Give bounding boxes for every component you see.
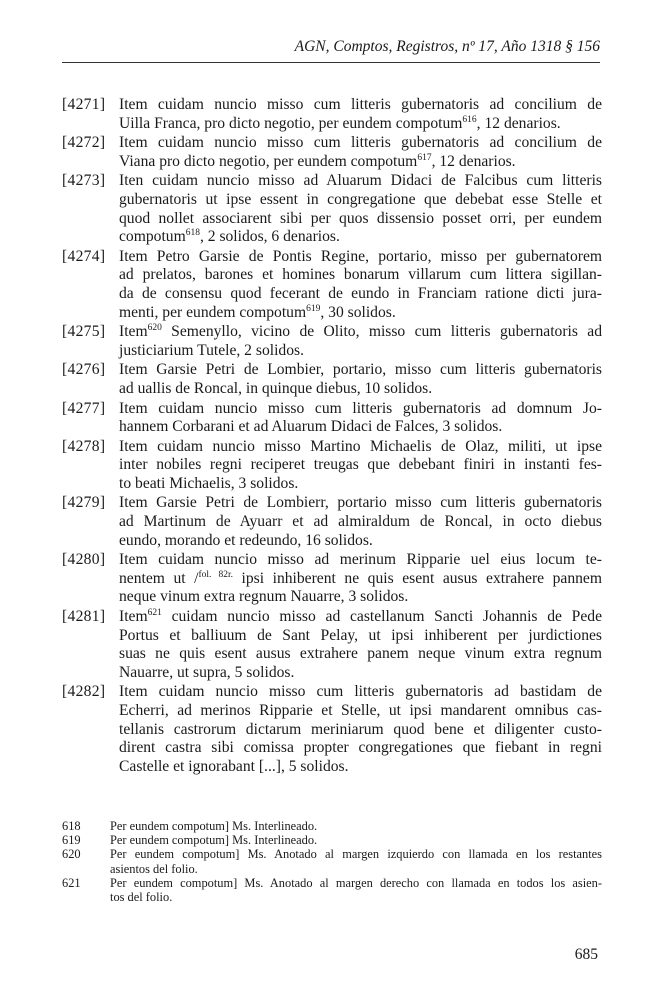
page-number: 685 [574,946,598,963]
text-segment: , 30 solidos. [320,303,396,321]
footnote-text [110,819,602,833]
entry-line [119,380,602,399]
entry-line [119,532,602,551]
entry-line [119,475,602,494]
footnote-618 [62,819,602,833]
footnote-number: 621 [62,875,81,890]
entry-line [119,285,602,304]
text-segment: dirent castra sibi comissa propter congregationes que fiebant in regni [119,739,602,757]
entry-text [119,494,602,550]
footnote-620 [62,847,602,875]
entry-line [119,438,602,457]
entry-text [119,551,602,607]
text-segment: Item [119,608,148,626]
footnote-ref: fol. 82r. [198,569,233,580]
entry-line [119,758,602,777]
text-segment: Item Garsie Petri de Lombierr, portario misso cum litteris gubernatoris [119,494,602,512]
footnote-line: Per eundem compotum] Ms. Anotado al margen izquierdo con llamada en los restantes [110,847,602,862]
entry-line [119,418,602,437]
text-segment: Viana pro dicto negotio, per eundem compotum [119,152,418,170]
entry-line [119,570,602,589]
text-segment: ad uallis de Roncal, in quinque diebus, 10 solidos. [119,379,433,397]
text-segment: Semenyllo, vicino de Olito, misso cum litteris gubernatoris ad [161,323,602,341]
entry-line [119,683,602,702]
entry-4272 [62,134,602,171]
entry-4279 [62,494,602,550]
entry-number: [4279] [62,494,106,512]
entry-4282 [62,683,602,776]
text-segment: gubernatoris ut ipse essent in congregatione que debebat esse Stelle et [119,190,602,208]
text-segment: hannem Corbarani et ad Aluarum Didaci de Falces, 3 solidos. [119,418,503,436]
entry-4275 [62,323,602,360]
entry-text [119,400,602,437]
entry-line [119,361,602,380]
entry-line [119,702,602,721]
entry-number: [4278] [62,437,106,455]
entry-number: [4272] [62,134,106,152]
entry-4281 [62,608,602,682]
text-segment: Iten cuidam nuncio misso ad Aluarum Didaci de Falcibus cum litteris [119,172,602,190]
text-segment: Item cuidam nuncio misso ad merinum Ripparie uel eius locum te- [119,551,602,569]
footnote-number: 618 [62,819,81,833]
text-segment: tellanis castrorum dictarum meriniarum quod bene et diligenter custo- [119,720,602,738]
entry-line [119,210,602,229]
entry-line [119,248,602,267]
entry-line [119,228,602,247]
entry-4276 [62,361,602,398]
entry-line [119,645,602,664]
footnote-ref: 618 [185,228,200,239]
text-segment: to beati Michaelis, 3 solidos. [119,474,299,492]
entry-line [119,304,602,323]
entry-number: [4280] [62,551,106,569]
text-segment: eundo, morando et redeundo, 16 solidos. [119,531,373,549]
entry-text [119,134,602,171]
entry-4277 [62,400,602,437]
text-segment: compotum [119,228,186,246]
entry-line [119,266,602,285]
text-segment: Item Garsie Petri de Lombier, portario, misso cum litteris gubernatoris [119,361,602,379]
entry-text [119,248,602,322]
text-segment: Item Petro Garsie de Pontis Regine, portario, misso per gubernatorem [119,247,602,265]
footnote-line: tos del folio. [110,890,173,905]
footnote-number: 620 [62,847,81,862]
entry-line [119,400,602,419]
text-segment: , 12 denarios. [476,114,561,132]
text-segment: Nauarre, ut supra, 5 solidos. [119,663,295,681]
entry-text [119,323,602,360]
text-segment: Item [119,323,148,341]
entry-number: [4271] [62,96,106,113]
entry-4274 [62,248,602,322]
entries-list [62,96,602,777]
text-segment: inter nobiles regni reciperet treugas que debebant finiri in instanti fes- [119,456,602,474]
text-segment: Item cuidam nuncio misso cum litteris gubernatoris ad bastidam de [119,683,602,701]
text-segment: nentem ut / [119,569,199,587]
entry-number: [4275] [62,323,106,341]
entry-text [119,608,602,682]
entry-line [119,456,602,475]
footnote-ref: 621 [147,608,162,619]
footnote-line: Per eundem compotum] Ms. Interlineado. [110,819,318,833]
text-segment: ipsi inhiberent ne quis esent ausus extrahere pannem [232,569,602,587]
entry-line [119,664,602,683]
text-segment: Item cuidam nuncio misso cum litteris gubernatoris ad domnum Jo- [119,399,602,417]
footnote-621 [62,876,602,904]
entry-line [119,513,602,532]
entry-line [119,739,602,758]
text-segment: Echerri, ad merinos Ripparie et Stelle, ut ipsi mandarent omnibus cas- [119,702,602,719]
text-segment: Item cuidam nuncio misso Martino Michaelis de Olaz, militi, ut ipse [119,437,602,455]
text-segment: menti, per eundem compotum [119,303,307,321]
entry-line [119,96,602,115]
entry-line [119,721,602,740]
text-segment: ad Martinum de Ayuarr et ad almiraldum de Roncal, in octo diebus [119,513,602,531]
footnote-text [110,847,602,875]
entry-line [119,323,602,342]
text-segment: Item cuidam nuncio misso cum litteris gubernatoris ad concilium de [119,134,602,152]
entry-line [119,588,602,607]
footnote-line: Per eundem compotum] Ms. Interlineado. [110,833,318,848]
entry-4271 [62,96,602,133]
footnote-ref: 616 [462,114,477,125]
entry-text [119,172,602,246]
entry-line [119,153,602,172]
footnote-ref: 619 [306,303,321,314]
text-segment: Portus et balliuum de Sant Pelay, ut ipsi inhiberent per jurdictiones [119,626,602,644]
footnote-text [110,833,602,847]
footnote-ref: 617 [417,152,432,163]
footnote-text [110,876,602,904]
entry-line [119,551,602,570]
entry-line [119,608,602,627]
entry-number: [4273] [62,172,106,190]
entry-line [119,172,602,191]
entry-4278 [62,438,602,494]
entry-line [119,494,602,513]
entry-text [119,96,602,133]
entry-text [119,361,602,398]
footnote-number: 619 [62,833,81,848]
entry-4273 [62,172,602,246]
entry-number: [4276] [62,361,106,379]
entry-line [119,115,602,134]
text-segment: suas ne quis esent ausus extrahere panem neque vinum extra regnum [119,645,602,663]
running-header: AGN, Comptos, Registros, nº 17, Año 1318 § 156 [294,38,600,55]
footnote-line: asientos del folio. [110,861,198,876]
footnote-619 [62,833,602,847]
entry-text [119,683,602,776]
entry-line [119,627,602,646]
text-segment: quod nollet associarent sibi per quos dissensio posset orri, per eundem [119,209,602,227]
text-segment: neque vinum extra regnum Nauarre, 3 solidos. [119,588,409,606]
entry-number: [4281] [62,608,106,626]
text-segment: ad prelatos, barones et homines bonarum villarum cum littera sigillan- [119,266,602,284]
entry-number: [4277] [62,399,106,417]
entry-4280 [62,551,602,607]
text-segment: Castelle et ignorabant [...], 5 solidos. [119,757,349,775]
footnote-line: Per eundem compotum] Ms. Anotado al margen derecho con llamada en todos los asien- [110,875,602,890]
text-segment: , 12 denarios. [431,152,516,170]
text-segment: cuidam nuncio misso ad castellanum Sancti Johannis de Pede [161,608,602,626]
text-segment: da de consensu quod fecerant de eundo in Franciam ratione dicti jura- [119,284,602,302]
text-segment: Uilla Franca, pro dicto negotio, per eundem compotum [119,114,463,132]
entry-line [119,342,602,361]
header-rule [62,62,600,63]
entry-number: [4282] [62,683,106,701]
text-segment: , 2 solidos, 6 denarios. [199,228,340,246]
entry-line [119,134,602,153]
entry-line [119,191,602,210]
footnotes [62,819,602,904]
entry-number: [4274] [62,247,106,265]
entry-text [119,438,602,494]
text-segment: Item cuidam nuncio misso cum litteris gubernatoris ad concilium de [119,96,602,113]
footnote-ref: 620 [147,323,162,334]
text-segment: justiciarium Tutele, 2 solidos. [119,341,304,359]
